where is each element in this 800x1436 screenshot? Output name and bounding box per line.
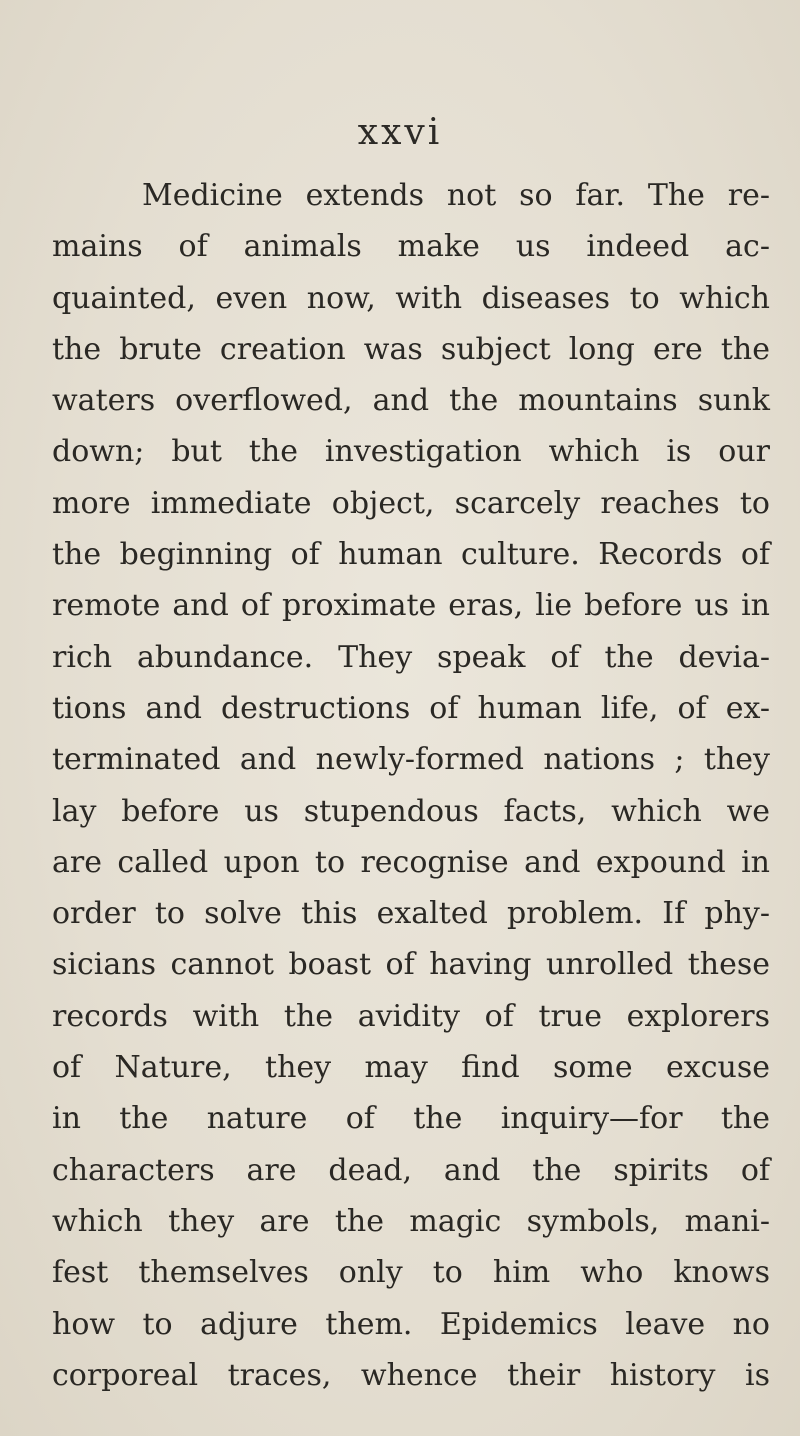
text-line: lay before us stupendous facts, which we <box>52 793 770 829</box>
text-line: characters are dead, and the spirits of <box>52 1152 770 1188</box>
text-line: down; but the investigation which is our <box>52 434 770 470</box>
text-line: tions and destructions of human life, of ex- <box>52 690 770 726</box>
page-number: xxvi <box>357 112 443 153</box>
text-line: the beginning of human culture. Records of <box>52 537 770 573</box>
text-line: more immediate object, scarcely reaches to <box>52 485 770 521</box>
text-line: fest themselves only to him who knows <box>52 1255 770 1291</box>
text-line: rich abundance. They speak of the devia- <box>52 639 770 675</box>
text-line: sicians cannot boast of having unrolled these <box>52 947 770 983</box>
text-line: the brute creation was subject long ere the <box>52 331 770 367</box>
text-line: terminated and newly-formed nations ; they <box>52 742 770 778</box>
text-line: quainted, even now, with diseases to which <box>52 280 770 316</box>
text-line: remote and of proximate eras, lie before us in <box>52 588 770 624</box>
text-line: order to solve this exalted problem. If phy- <box>52 896 770 932</box>
text-line: of Nature, they may find some excuse <box>52 1050 770 1086</box>
text-line: Medicine extends not so far. The re- <box>142 178 770 213</box>
text-line: records with the avidity of true explorers <box>52 998 770 1034</box>
text-line: in the nature of the inquiry—for the <box>52 1101 770 1137</box>
text-line: which they are the magic symbols, mani- <box>52 1203 770 1239</box>
text-line: how to adjure them. Epidemics leave no <box>52 1306 770 1342</box>
body-text <box>52 170 770 1401</box>
text-line: mains of animals make us indeed ac- <box>52 229 770 265</box>
text-line: are called upon to recognise and expound in <box>52 844 770 880</box>
text-line: waters overflowed, and the mountains sunk <box>52 383 770 419</box>
text-line: corporeal traces, whence their history is <box>52 1357 770 1393</box>
